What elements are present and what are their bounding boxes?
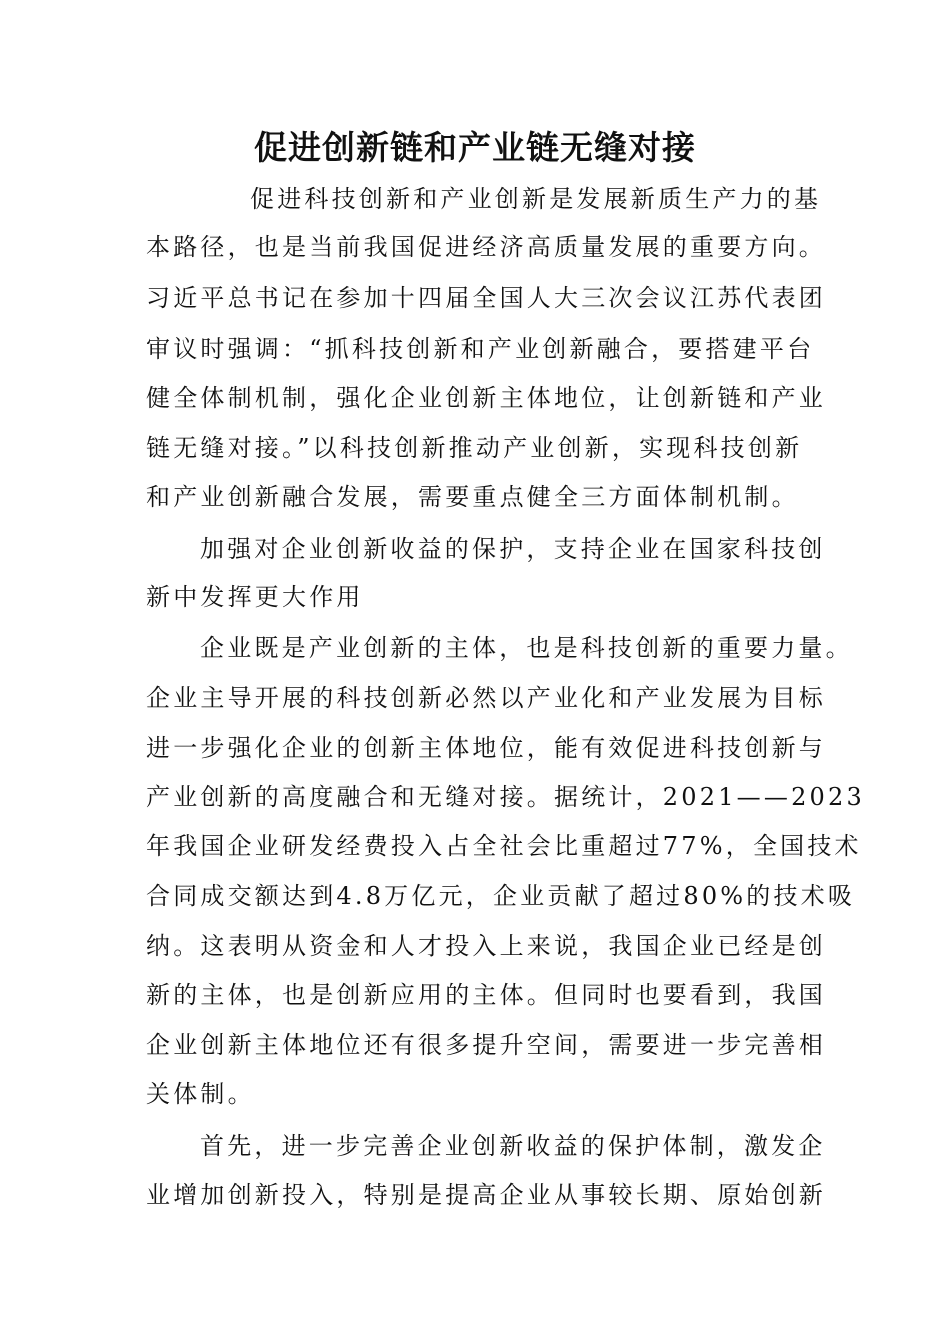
text-line: 审议时强调：“抓科技创新和产业创新融合，要搭建平台 [146, 335, 815, 363]
text-line: 年我国企业研发经费投入占全社会比重超过77%，全国技术 [146, 832, 862, 860]
text-line: 健全体制机制，强化企业创新主体地位，让创新链和产业 [146, 384, 826, 412]
text-line: 企业主导开展的科技创新必然以产业化和产业发展为目标 [146, 684, 826, 712]
text-line: 和产业创新融合发展，需要重点健全三方面体制机制。 [146, 483, 799, 511]
text-line: 合同成交额达到4.8万亿元，企业贡献了超过80%的技术吸 [146, 882, 856, 910]
text-line: 促进科技创新和产业创新是发展新质生产力的基 [250, 185, 822, 213]
text-line: 新的主体，也是创新应用的主体。但同时也要看到，我国 [146, 981, 826, 1009]
text-line: 业增加创新投入，特别是提高企业从事较长期、原始创新 [146, 1181, 826, 1209]
text-line: 企业创新主体地位还有很多提升空间，需要进一步完善相 [146, 1031, 826, 1059]
text-line: 产业创新的高度融合和无缝对接。据统计，2021——2023 [146, 783, 865, 811]
text-line: 首先，进一步完善企业创新收益的保护体制，激发企 [200, 1132, 826, 1160]
section-heading: 新中发挥更大作用 [146, 583, 364, 611]
text-line: 进一步强化企业的创新主体地位，能有效促进科技创新与 [146, 734, 826, 762]
text-line: 本路径，也是当前我国促进经济高质量发展的重要方向。 [146, 233, 826, 261]
text-line: 链无缝对接。”以科技创新推动产业创新，实现科技创新 [146, 434, 803, 462]
text-line: 关体制。 [146, 1080, 255, 1108]
text-line: 习近平总书记在参加十四届全国人大三次会议江苏代表团 [146, 284, 826, 312]
text-line: 纳。这表明从资金和人才投入上来说，我国企业已经是创 [146, 932, 826, 960]
document-title: 促进创新链和产业链无缝对接 [254, 128, 696, 167]
text-line: 企业既是产业创新的主体，也是科技创新的重要力量。 [200, 634, 853, 662]
section-heading: 加强对企业创新收益的保护，支持企业在国家科技创 [200, 535, 826, 563]
